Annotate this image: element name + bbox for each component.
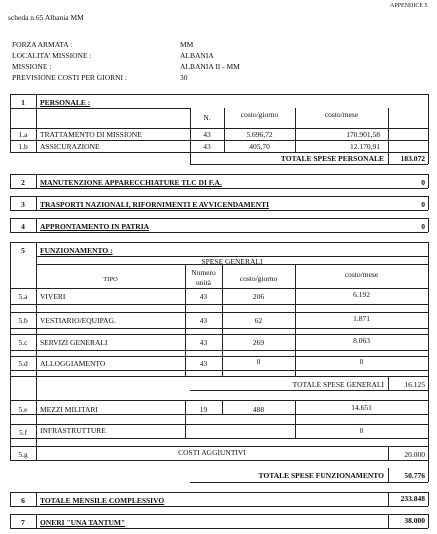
row-costo-mese: 0 <box>359 357 364 366</box>
total-funzionamento-label: TOTALE SPESE FUNZIONAMENTO <box>258 471 384 480</box>
row-costo-giorno: 488 <box>252 405 265 414</box>
section-title: PERSONALE : <box>40 98 91 107</box>
row-costo-mese: 0 <box>359 426 364 435</box>
row-n: 43 <box>199 316 208 325</box>
col-header-n: N. <box>203 113 211 122</box>
row-label: VIVERI <box>40 292 66 301</box>
row-code: 5.g <box>18 450 28 459</box>
section-number: 6 <box>21 496 25 505</box>
row-n: 43 <box>199 359 208 368</box>
section-title: ONERI "UNA TANTUM" <box>40 518 126 527</box>
col-header-unita: unità <box>196 278 211 287</box>
previsione-label: PREVISIONE COSTI PER GIORNI : <box>12 73 128 82</box>
localita-value: ALBANIA <box>180 51 214 60</box>
row-label: VESTIARIO/EQUIPAG. <box>40 316 116 325</box>
section-value: 233.848 <box>400 494 425 503</box>
row-costo-mese: 8.063 <box>353 336 370 345</box>
section-number: 7 <box>21 518 25 527</box>
total-funzionamento-value: 50.776 <box>404 471 425 480</box>
row-n: 43 <box>199 292 208 301</box>
row-costo-mese: 14.651 <box>351 403 372 412</box>
row-code: 5.a <box>18 292 28 301</box>
row-label: ALLOGGIAMENTO <box>40 359 106 368</box>
section-title: TOTALE MENSILE COMPLESSIVO <box>40 496 165 505</box>
row-code: 5.c <box>18 338 28 347</box>
total-label: TOTALE SPESE PERSONALE <box>280 154 384 163</box>
section-title: FUNZIONAMENTO : <box>40 246 113 255</box>
row-costo-mese: 1.871 <box>353 314 370 323</box>
section-number: 5 <box>21 246 25 255</box>
section-value: 38.000 <box>404 516 425 525</box>
section-value: 0 <box>421 178 425 187</box>
section-number: 2 <box>21 178 25 187</box>
total-spese-generali-value: 16.125 <box>404 380 425 389</box>
row-costo-giorno: 62 <box>254 316 263 325</box>
total-value: 183.072 <box>400 154 425 163</box>
forza-value: MM <box>180 40 194 49</box>
section-number: 3 <box>21 200 25 209</box>
previsione-value: 30 <box>180 73 188 82</box>
section-number: 4 <box>21 222 25 231</box>
row-costo-mese: 6.192 <box>353 290 370 299</box>
section-title: MANUTENZIONE APPARECCHIATURE TLC DI F.A. <box>40 178 222 187</box>
appendix-label: APPENDICE 5 <box>390 3 428 9</box>
row-code: 1.b <box>18 142 28 151</box>
row-code: 5.f <box>18 428 28 437</box>
localita-label: LOCALITA' MISSIONE : <box>12 51 92 60</box>
section-title: TRASPORTI NAZIONALI, RIFORNIMENTI E AVVICENDAMENTI <box>40 200 270 209</box>
row-costo-mese: 170.901,58 <box>346 130 380 139</box>
row-code: 1.a <box>18 130 28 139</box>
row-costo-giorno: 206 <box>252 292 265 301</box>
row-label: MEZZI MILITARI <box>40 405 98 414</box>
col-header-costo-mese: costo/mese <box>324 110 359 119</box>
row-value: 20.000 <box>404 450 425 459</box>
row-label: INFRASTRUTTURE <box>40 426 106 435</box>
row-costo-mese: 12.170,91 <box>350 142 380 151</box>
forza-label: FORZA ARMATA : <box>12 40 73 49</box>
section-value: 0 <box>421 222 425 231</box>
row-code: 5.b <box>18 316 28 325</box>
col-header-costo-mese: costo/mese <box>344 270 379 279</box>
row-label: TRATTAMENTO DI MISSIONE <box>40 130 142 139</box>
row-costo-giorno: 405,70 <box>249 142 270 151</box>
row-costo-giorno: 5.696,72 <box>246 130 273 139</box>
row-n: 43 <box>203 130 211 139</box>
missione-label: MISSIONE : <box>12 62 52 71</box>
section-number: 1 <box>21 98 25 107</box>
col-header-costo-giorno: costo/giorno <box>240 110 279 119</box>
scheda-label: scheda n.65 Albania MM <box>8 13 84 22</box>
spese-generali-header: SPESE GENERALI <box>201 257 263 266</box>
row-n: 19 <box>199 405 208 414</box>
col-header-numero: Numero <box>191 268 216 277</box>
row-code: 5.e <box>18 405 28 414</box>
row-label: SERVIZI GENERALI <box>40 338 108 347</box>
row-code: 5.d <box>18 359 28 368</box>
row-costo-giorno: 269 <box>252 338 265 347</box>
row-n: 43 <box>203 142 211 151</box>
row-label: ASSICURAZIONE <box>40 142 100 151</box>
col-header-costo-giorno: costo/giorno <box>239 274 278 283</box>
section-value: 0 <box>421 200 425 209</box>
row-n: 43 <box>199 338 208 347</box>
row-costo-giorno: 0 <box>256 357 261 366</box>
section-title: APPRONTAMENTO IN PATRIA <box>40 222 150 231</box>
total-spese-generali-label: TOTALE SPESE GENERALI <box>292 380 384 389</box>
col-header-tipo: TIPO <box>103 276 118 283</box>
row-label: COSTI AGGIUNTIVI <box>178 448 246 457</box>
missione-value: ALBANIA II - MM <box>180 62 240 71</box>
